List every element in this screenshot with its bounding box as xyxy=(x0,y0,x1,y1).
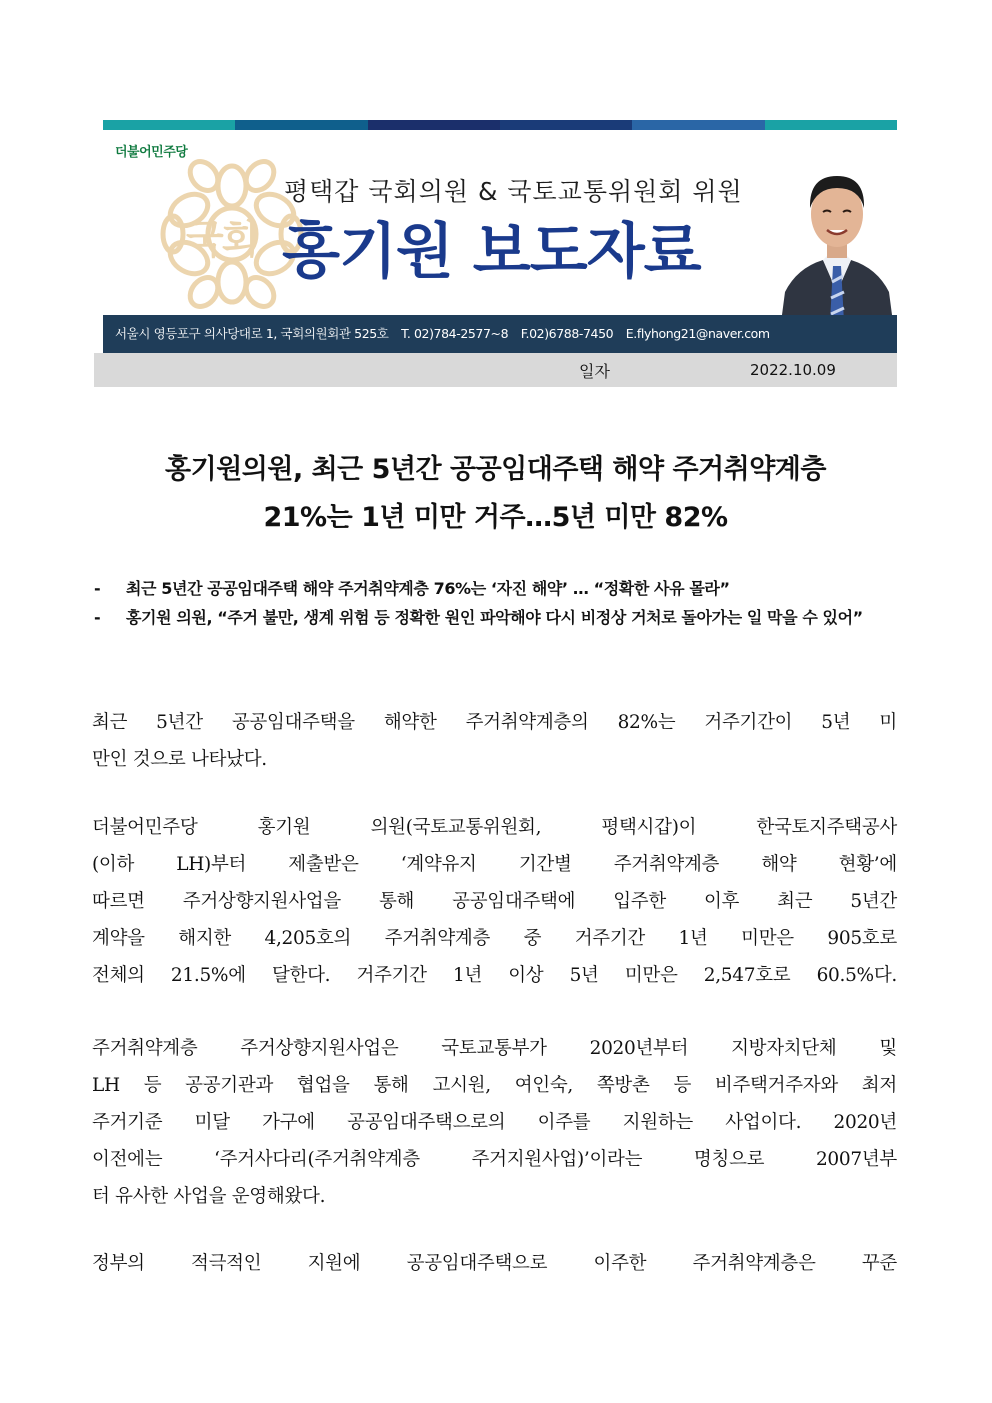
bullet-dash: - xyxy=(94,579,101,598)
paragraph-line: 최근 5년간 공공임대주택을 해약한 주거취약계층의 82%는 거주기간이 5년 미 xyxy=(92,712,897,733)
summary-bullets xyxy=(94,574,897,632)
paragraph-line: (이하 LH)부터 제출받은 ‘계약유지 기간별 주거취약계층 해약 현황’에 xyxy=(92,854,897,875)
stripe-segment xyxy=(765,120,897,130)
paragraph-line: 주거기준 미달 가구에 공공임대주택으로의 이주를 지원하는 사업이다. 2020년 xyxy=(92,1112,897,1133)
body-paragraph xyxy=(92,809,897,994)
paragraph-line: 따르면 주거상향지원사업을 통해 공공임대주택에 입주한 이후 최근 5년간 xyxy=(92,891,897,912)
paragraph-line: LH 등 공공기관과 협업을 통해 고시원, 여인숙, 쪽방촌 등 비주택거주자와 최저 xyxy=(92,1075,897,1096)
body-paragraph xyxy=(92,704,897,778)
office-email: E.flyhong21@naver.com xyxy=(625,326,770,341)
stripe-segment xyxy=(500,120,632,130)
paragraph-line: 주거취약계층 주거상향지원사업은 국토교통부가 2020년부터 지방자치단체 및 xyxy=(92,1038,897,1059)
office-address: 서울시 영등포구 의사당대로 1, 국회의원회관 525호 xyxy=(115,326,389,341)
summary-bullet xyxy=(94,574,897,603)
paragraph-line: 계약을 해지한 4,205호의 주거취약계층 중 거주기간 1년 미만은 905호로 xyxy=(92,928,897,949)
member-subtitle: 평택갑 국회의원 & 국토교통위원회 위원 xyxy=(284,177,743,206)
stripe-segment xyxy=(235,120,367,130)
stripe-segment xyxy=(632,120,764,130)
paragraph-line: 더불어민주당 홍기원 의원(국토교통위원회, 평택시갑)이 한국토지주택공사 xyxy=(92,817,897,838)
stripe-segment xyxy=(103,120,235,130)
body-paragraph xyxy=(92,1245,897,1282)
headline xyxy=(94,446,897,542)
bullet-text: 홍기원 의원, “주거 불만, 생계 위험 등 정확한 원인 파악해야 다시 비정상 거처로 돌아가는 일 막을 수 있어” xyxy=(126,608,863,627)
paragraph-line: 만인 것으로 나타났다. xyxy=(92,749,267,770)
seal-text: 국회 xyxy=(186,218,258,263)
stripe-segment xyxy=(368,120,500,130)
contact-bar xyxy=(103,315,897,353)
body-paragraph xyxy=(92,1030,897,1215)
paragraph-line: 이전에는 ‘주거사다리(주거취약계층 주거지원사업)’이라는 명칭으로 2007년부 xyxy=(92,1149,897,1170)
press-release-title: 홍기원 보도자료 xyxy=(282,217,701,287)
paragraph-line: 정부의 적극적인 지원에 공공임대주택으로 이주한 주거취약계층은 꾸준 xyxy=(92,1253,897,1274)
summary-bullet xyxy=(94,603,897,632)
office-fax: F.02)6788-7450 xyxy=(520,326,614,341)
headline-line: 21%는 1년 미만 거주…5년 미만 82% xyxy=(263,502,728,533)
headline-line: 홍기원의원, 최근 5년간 공공임대주택 해약 주거취약계층 xyxy=(165,454,826,485)
office-phone: T. 02)784-2577~8 xyxy=(401,326,509,341)
press-release-banner xyxy=(103,120,897,353)
date-bar xyxy=(94,353,897,387)
party-name: 더불어민주당 xyxy=(115,145,188,160)
date-value: 2022.10.09 xyxy=(750,361,836,379)
bullet-dash: - xyxy=(94,608,101,627)
color-stripe xyxy=(103,120,897,130)
paragraph-line: 터 유사한 사업을 운영해왔다. xyxy=(92,1186,326,1207)
date-label: 일자 xyxy=(579,362,610,381)
paragraph-line: 전체의 21.5%에 달한다. 거주기간 1년 이상 5년 미만은 2,547호로 60.5%다. xyxy=(92,965,897,986)
bullet-text: 최근 5년간 공공임대주택 해약 주거취약계층 76%는 ‘자진 해약’ … “정확한 사유 몰라” xyxy=(126,579,730,598)
